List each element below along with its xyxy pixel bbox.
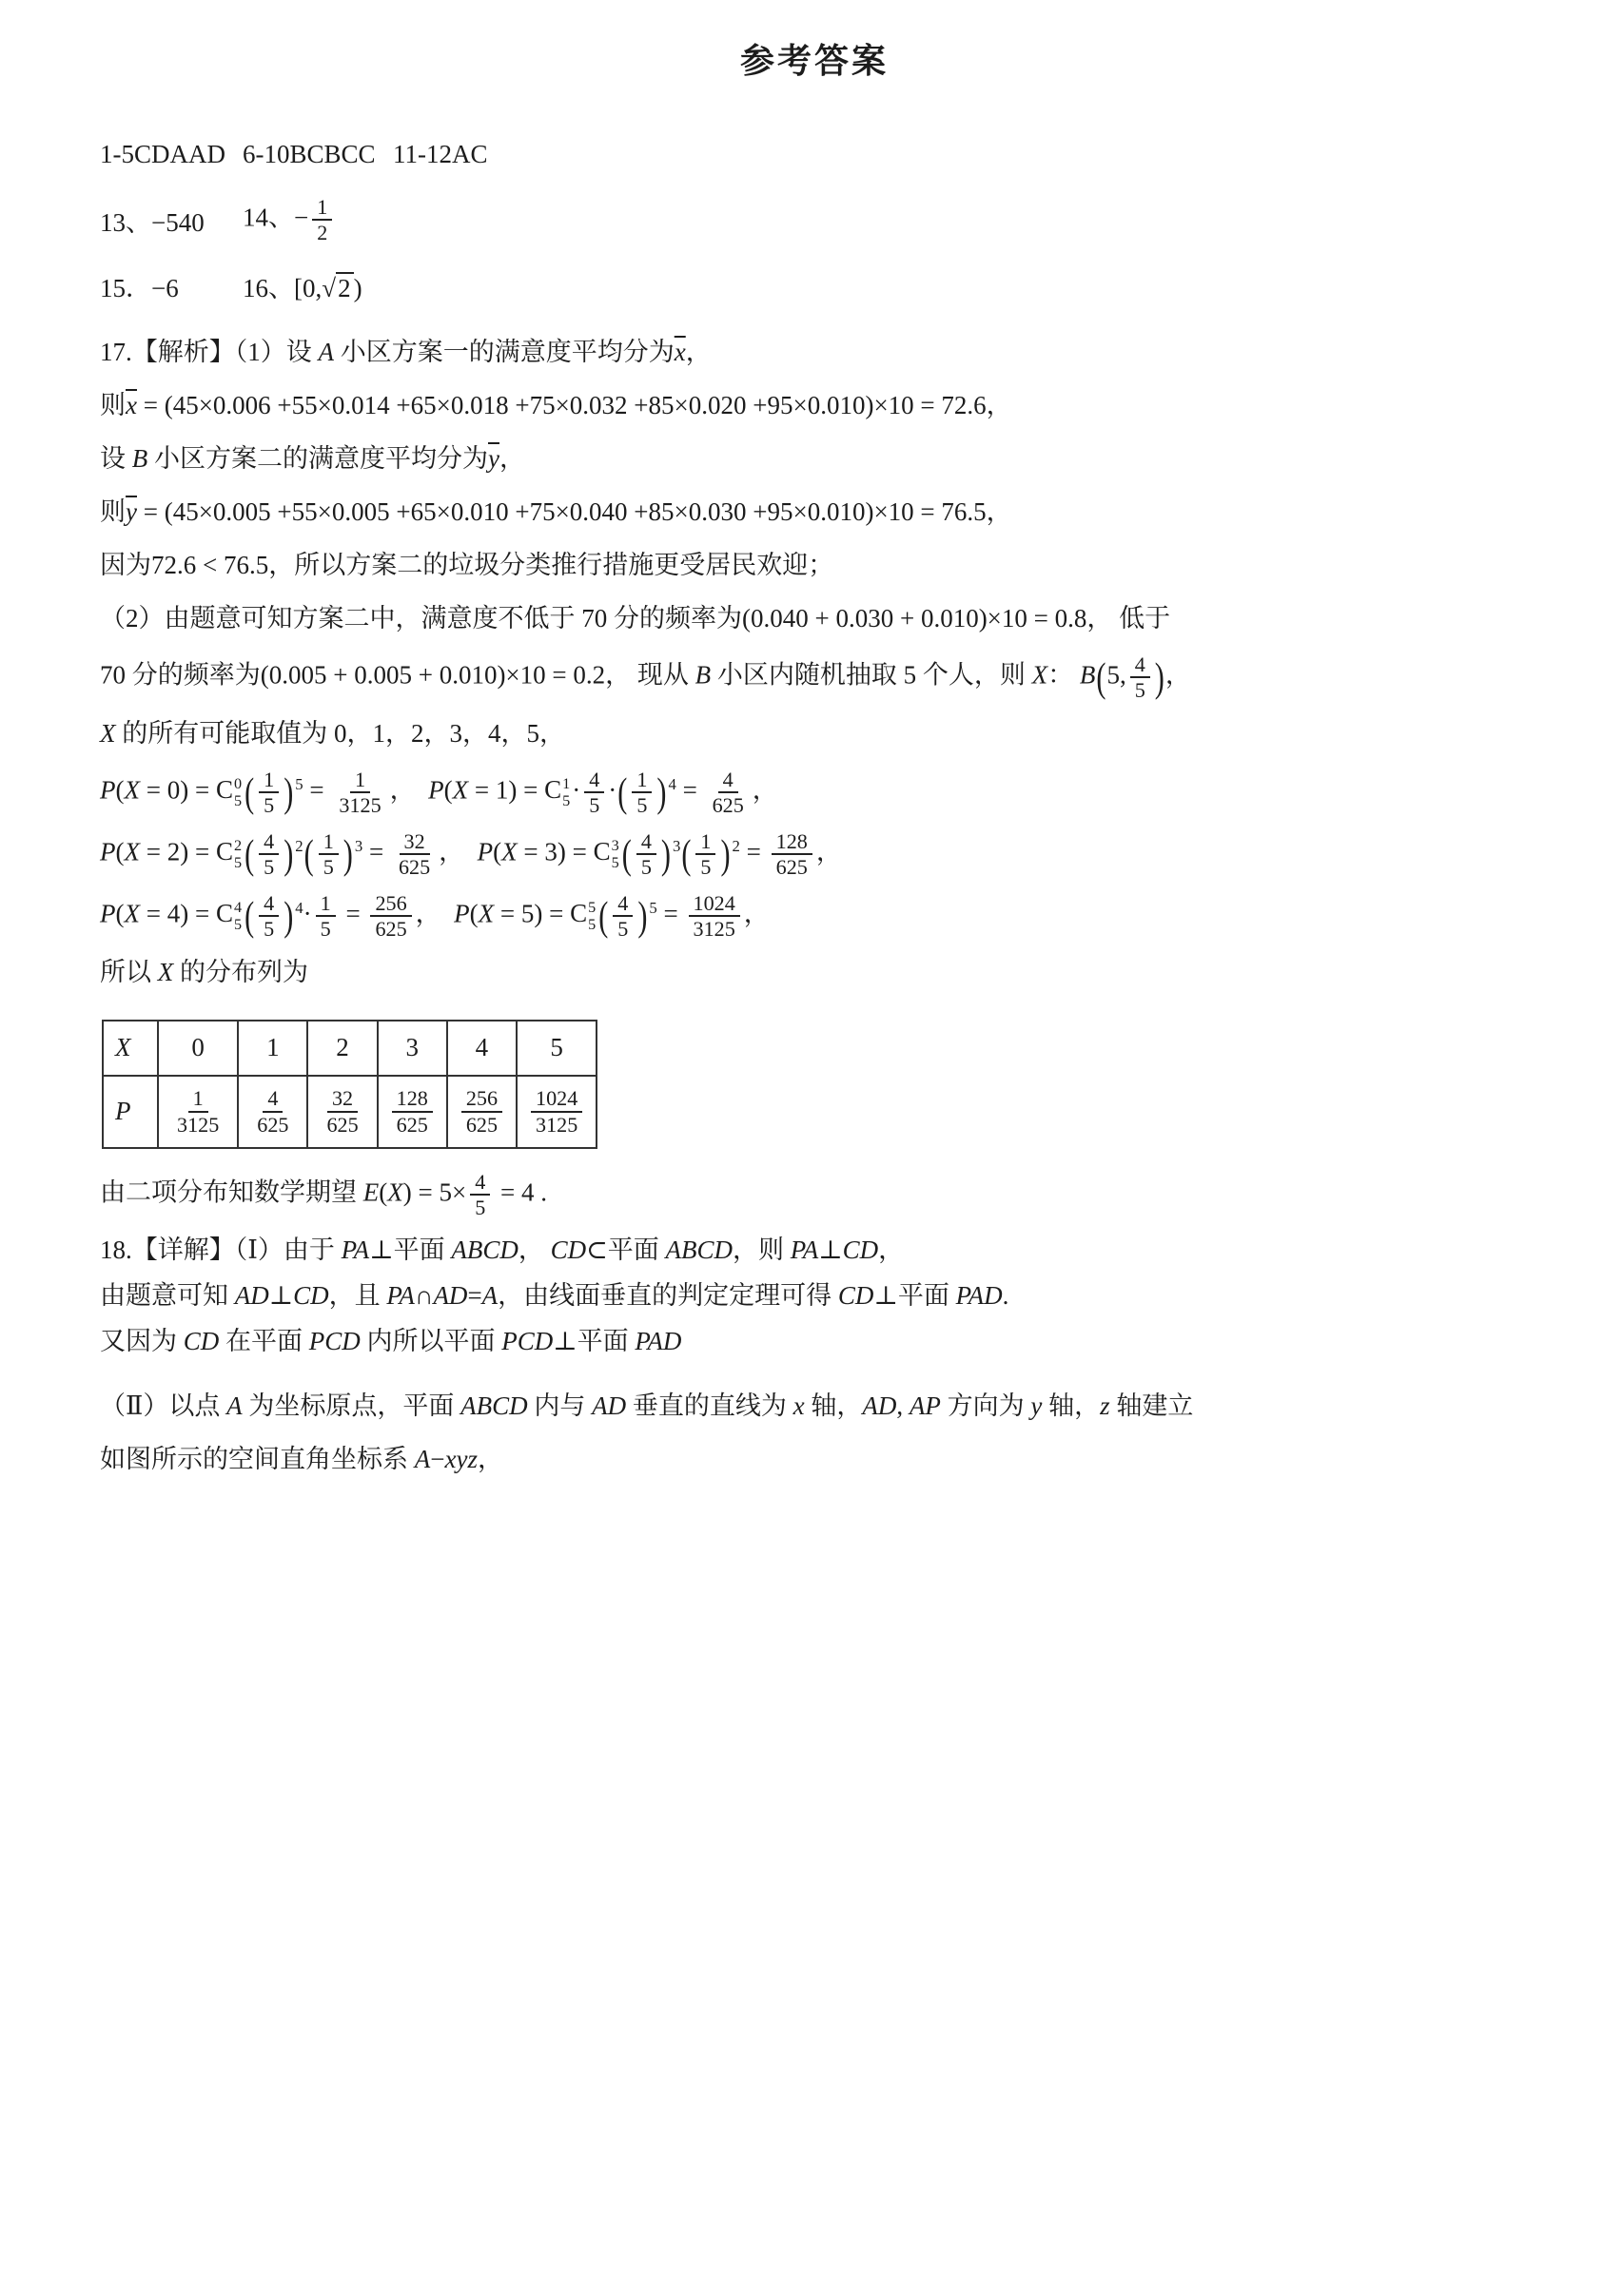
table-cell-x5: 5	[517, 1021, 597, 1076]
q17-part2-line2: 70 分的频率为(0.005 + 0.005 + 0.010)×10 = 0.2， 现从 B 小区内随机抽取 5 个人，则 X： B(5, $\frac{4}{5}$ )，	[100, 652, 1529, 703]
overline-var: $\overline{y}$	[126, 496, 137, 526]
fraction: $\frac{4}{5}$	[636, 829, 656, 880]
q17-comparison-line: 因为72.6 < 76.5，所以方案二的垃圾分类推行措施更受居民欢迎；	[100, 550, 834, 579]
table-cell-x4: 4	[447, 1021, 517, 1076]
q18-part2-line-2: 如图所示的空间直角坐标系 A−xyz，	[100, 1444, 503, 1473]
big-left-paren: (	[303, 829, 314, 878]
q17-x-values-line: X 的所有可能取值为 0，1，2，3，4，5，	[100, 718, 565, 748]
fraction: $\frac{4}{5}$	[259, 829, 279, 880]
table-cell-x2: 2	[307, 1021, 377, 1076]
fraction: $\frac{1}{2}$	[312, 195, 332, 245]
superscript: 5	[649, 899, 657, 918]
page-title: 参考答案	[739, 42, 889, 80]
answers-1-5: 1-5CDAAD	[100, 139, 225, 168]
q17-ybar-equation: 则$\overline{y} = (45\times 0.005 +55\times 0.005 +65\times 0.010 +75\times 0.040 +85\times 0.030 +95\times 0.010)\times 10 = 76.5$，	[100, 496, 1012, 526]
superscript: 4	[668, 775, 676, 794]
q17-prob-line-2-3: P(X = 2) = C 2 5 ( $\frac{4}{5}$ ) $^2$( $\frac{1}{5}$ ) $^3$ = $\frac{32}{625}$ ， P(X = 3) = C 3 5 ( $\frac{4}{5}$ ) $^3$( $\frac{1}{5}$ ) $^2$ = $\frac{128}{625}$ ，	[100, 829, 1529, 880]
fill-in-answers-row-13-14	[100, 195, 1529, 245]
table-row-p	[103, 1076, 597, 1148]
fraction: $\frac{4}{5}$	[259, 891, 279, 942]
big-left-paren: (	[245, 768, 255, 816]
overline-var: $\overline{x}$	[674, 337, 686, 366]
superscript: 2	[295, 837, 303, 856]
big-right-paren: )	[1154, 653, 1164, 701]
fraction: $\frac{128}{625}$	[392, 1086, 433, 1137]
q17-plan2-intro: 设 B 小区方案二的满意度平均分为$\overline{y}$，	[100, 443, 525, 473]
table-cell-x-label: X	[103, 1021, 158, 1076]
combination-symbol: C 3 5	[593, 837, 619, 872]
sqrt-expression: √2	[322, 272, 353, 302]
table-cell-p5	[517, 1076, 597, 1148]
answer-13: 13、−540	[100, 207, 205, 237]
table-cell-p3	[378, 1076, 447, 1148]
big-left-paren: (	[1096, 653, 1106, 701]
choice-answers-row	[100, 132, 1529, 176]
big-right-paren: )	[284, 891, 294, 940]
fraction: $\frac{1}{5}$	[319, 829, 339, 880]
fraction: $\frac{4}{5}$	[584, 768, 604, 818]
table-cell-p4	[447, 1076, 517, 1148]
combination-symbol: C 5 5	[570, 898, 597, 934]
q17-distribution-intro: 所以 X 的分布列为	[100, 957, 308, 986]
q18-heading-line: 18.【详解】（Ⅰ）由于 PA⊥平面 ABCD， CD⊂平面 ABCD，则 PA⊥CD，	[100, 1236, 905, 1265]
big-right-paren: )	[284, 768, 294, 816]
combination-symbol: C 1 5	[544, 775, 571, 810]
fraction: $\frac{32}{625}$	[326, 1086, 359, 1137]
superscript: 3	[672, 837, 681, 856]
fraction: $\frac{4}{5}$	[470, 1170, 490, 1220]
big-right-paren: )	[637, 891, 648, 940]
superscript: 3	[354, 837, 363, 856]
fraction: $\frac{128}{625}$	[772, 829, 812, 880]
big-right-paren: )	[656, 768, 667, 816]
fraction: $\frac{1024}{3125}$	[531, 1086, 582, 1137]
table-cell-x1: 1	[238, 1021, 307, 1076]
fill-in-answers-row-15-16	[100, 264, 1529, 308]
big-left-paren: (	[245, 891, 255, 940]
fraction: $\frac{32}{625}$	[398, 828, 431, 880]
q18-line-3: 又因为 CD 在平面 PCD 内所以平面 PCD⊥平面 PAD	[100, 1327, 682, 1356]
q17-prob-line-4-5: P(X = 4) = C 4 5 ( $\frac{4}{5}$ ) $^4$· $\frac{1}{5}$ = $\frac{256}{625}$ ， P(X = 5) = C 5 5 ( $\frac{4}{5}$ ) $^5$ = $\frac{1024}{3125}$ ，	[100, 891, 1529, 942]
combination-symbol: C 4 5	[215, 898, 243, 934]
answer-15: 15．−6	[100, 274, 179, 303]
superscript: 4	[295, 899, 303, 918]
q17-prob-line-0-1: P(X = 0) = C 0 5 ( $\frac{1}{5}$ ) $^5$ = $\frac{1}{3125}$ ， P(X = 1) = C 1 5 · $\frac{4}{5}$ ·( $\frac{1}{5}$ ) $^4$ = $\frac{4}{625}$ ，	[100, 768, 1529, 818]
answers-11-12: 11-12AC	[393, 139, 488, 168]
big-left-paren: (	[621, 829, 632, 878]
fraction: $\frac{256}{625}$	[370, 891, 411, 942]
fraction: $\frac{4}{5}$	[613, 891, 633, 942]
q17-expectation-line: 由二项分布知数学期望 E(X) = 5× $\frac{4}{5}$ = 4 .	[100, 1169, 547, 1219]
fraction: $\frac{4}{625}$	[712, 767, 744, 818]
combination-symbol: C 2 5	[215, 837, 243, 872]
answer-16: 16、[0,√2 )	[243, 274, 362, 303]
big-left-paren: (	[598, 891, 609, 940]
q17-xbar-equation: 则$\overline{x} = (45\times 0.006 +55\times 0.014 +65\times 0.018 +75\times 0.032 +85\times 0.020 +95\times 0.010)\times 10 = 72.6$，	[100, 390, 1012, 419]
big-right-paren: )	[284, 829, 294, 878]
fraction: $\frac{1}{3125}$	[177, 1086, 220, 1137]
fraction: $\frac{4}{625}$	[257, 1086, 289, 1137]
big-right-paren: )	[342, 829, 353, 878]
table-cell-p-label: P	[103, 1076, 158, 1148]
big-left-paren: (	[681, 829, 692, 878]
q18-part2-line-1: （Ⅱ）以点 A 为坐标原点，平面 ABCD 内与 AD 垂直的直线为 x 轴，AD, AP 方向为 y 轴，z 轴建立	[100, 1391, 1194, 1420]
table-cell-x3: 3	[378, 1021, 447, 1076]
table-cell-p0	[158, 1076, 238, 1148]
fraction: $\frac{1}{5}$	[695, 829, 715, 880]
fraction: $\frac{1}{5}$	[316, 891, 336, 942]
answers-6-10: 6-10BCBCC	[243, 139, 376, 168]
big-left-paren: (	[245, 829, 255, 878]
q17-part2-line1: （2）由题意可知方案二中，满意度不低于 70 分的频率为(0.040 + 0.030 + 0.010)×10 = 0.8， 低于	[100, 603, 1171, 632]
big-right-paren: )	[660, 829, 671, 878]
big-right-paren: )	[720, 829, 731, 878]
table-cell-p2	[307, 1076, 377, 1148]
q17-heading-line: 17.【解析】（1）设 A 小区方案一的满意度平均分为$\overline{x}$，	[100, 337, 712, 366]
answer-14: 14、− $\frac{1}{2}$	[243, 195, 336, 245]
fraction: $\frac{1024}{3125}$	[689, 891, 740, 942]
big-left-paren: (	[617, 768, 628, 816]
table-cell-x0: 0	[158, 1021, 238, 1076]
superscript: 2	[732, 837, 740, 856]
fraction: $\frac{1}{5}$	[632, 768, 652, 818]
fraction: $\frac{256}{625}$	[461, 1086, 502, 1137]
q18-line-2: 由题意可知 AD⊥CD，且 PA∩AD=A，由线面垂直的判定定理可得 CD⊥平面 PAD.	[100, 1281, 1009, 1311]
fraction: $\frac{1}{3125}$	[339, 767, 382, 818]
fraction: $\frac{4}{5}$	[1130, 652, 1150, 703]
combination-symbol: C 0 5	[215, 775, 243, 810]
overline-var: $\overline{x}$	[126, 390, 137, 419]
superscript: 5	[295, 775, 303, 794]
table-cell-p1	[238, 1076, 307, 1148]
fraction: $\frac{1}{5}$	[259, 768, 279, 818]
table-row-x	[103, 1021, 597, 1076]
distribution-table	[102, 1020, 597, 1149]
overline-var: $\overline{y}$	[488, 443, 499, 473]
